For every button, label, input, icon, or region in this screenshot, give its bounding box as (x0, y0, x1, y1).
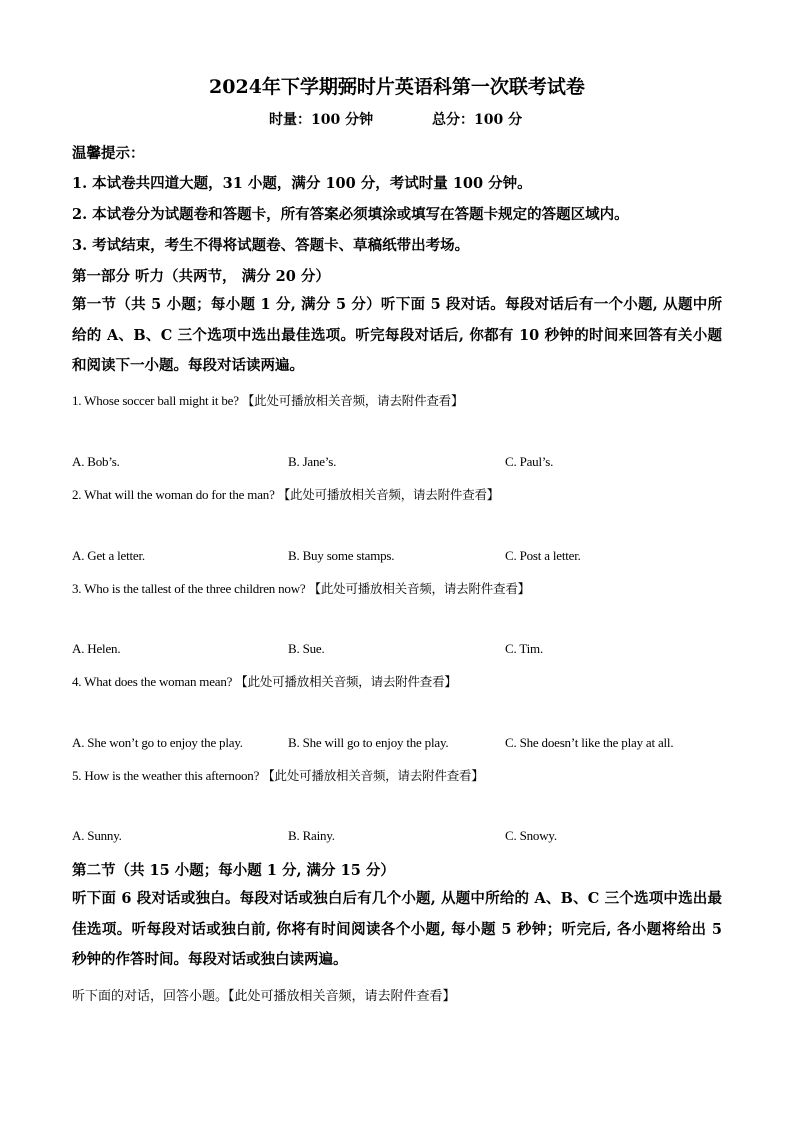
tip-item: 3. 考试结束，考生不得将试题卷、答题卡、草稿纸带出考场。 (72, 237, 470, 254)
audio-link[interactable]: 【此处可播放相关音频，请去附件查看】 (262, 768, 484, 783)
section1-instructions: 第一节（共 5 小题；每小题 1 分, 满分 5 分）听下面 5 段对话。每段对话后有一个小题, 从题中所给的 A、B、C 三个选项中选出最佳选项。听完每段对话后, 你都有 10 秒钟的时间来回答有关小题和阅读下一小题。每段对话读两遍。 (72, 296, 722, 374)
option-a: A. She won’t go to enjoy the play. (72, 735, 243, 750)
section2-heading: 第二节（共 15 小题；每小题 1 分, 满分 15 分） (72, 862, 395, 879)
option-c: C. Post a letter. (505, 548, 581, 563)
option-a: A. Helen. (72, 641, 121, 656)
option-c: C. Snowy. (505, 828, 557, 843)
question-text: 2. What will the woman do for the man? (72, 487, 275, 502)
listen-prompt: 听下面的对话，回答小题。【此处可播放相关音频，请去附件查看】 (72, 989, 456, 1004)
option-b: B. Rainy. (288, 828, 335, 843)
section2-instructions: 听下面 6 段对话或独白。每段对话或独白后有几个小题, 从题中所给的 A、B、C 三个选项中选出最佳选项。听每段对话或独白前, 你将有时间阅读各个小题, 每小题 5 秒钟；听完后, 各小题将给出 5 秒钟的作答时间。每段对话或独白读两遍。 (72, 890, 722, 968)
option-c: C. She doesn’t like the play at all. (505, 735, 674, 750)
option-c: C. Tim. (505, 641, 543, 656)
question-4 (72, 672, 457, 690)
question-text: 3. Who is the tallest of the three children now? (72, 581, 306, 596)
question-1 (72, 391, 463, 409)
option-a: A. Sunny. (72, 828, 122, 843)
question-text: 5. How is the weather this afternoon? (72, 768, 260, 783)
question-text: 4. What does the woman mean? (72, 674, 233, 689)
exam-time: 时量：100 分钟 (269, 112, 374, 128)
question-2 (72, 485, 499, 503)
audio-link[interactable]: 【此处可播放相关音频，请去附件查看】 (241, 393, 464, 408)
exam-title: 2024年下学期弼时片英语科第一次联考试卷 (209, 76, 585, 98)
exam-total-score: 总分：100 分 (432, 112, 523, 128)
question-3 (72, 579, 530, 597)
option-a: A. Get a letter. (72, 548, 145, 563)
option-b: B. Sue. (288, 641, 325, 656)
option-a: A. Bob’s. (72, 454, 120, 469)
option-b: B. Jane’s. (288, 454, 337, 469)
tip-item: 2. 本试卷分为试题卷和答题卡，所有答案必须填涂或填写在答题卡规定的答题区域内。 (72, 206, 629, 223)
option-b: B. Buy some stamps. (288, 548, 395, 563)
audio-link[interactable]: 【此处可播放相关音频，请去附件查看】 (235, 674, 457, 689)
part1-heading: 第一部分 听力（共两节， 满分 20 分） (72, 268, 330, 285)
option-c: C. Paul’s. (505, 454, 554, 469)
question-text: 1. Whose soccer ball might it be? (72, 393, 239, 408)
audio-link[interactable]: 【此处可播放相关音频，请去附件查看】 (277, 487, 500, 502)
option-b: B. She will go to enjoy the play. (288, 735, 449, 750)
tip-item: 1. 本试卷共四道大题，31 小题，满分 100 分，考试时量 100 分钟。 (72, 175, 532, 192)
audio-link[interactable]: 【此处可播放相关音频，请去附件查看】 (308, 581, 530, 596)
tips-heading: 温馨提示： (72, 145, 145, 162)
question-5 (72, 766, 484, 784)
